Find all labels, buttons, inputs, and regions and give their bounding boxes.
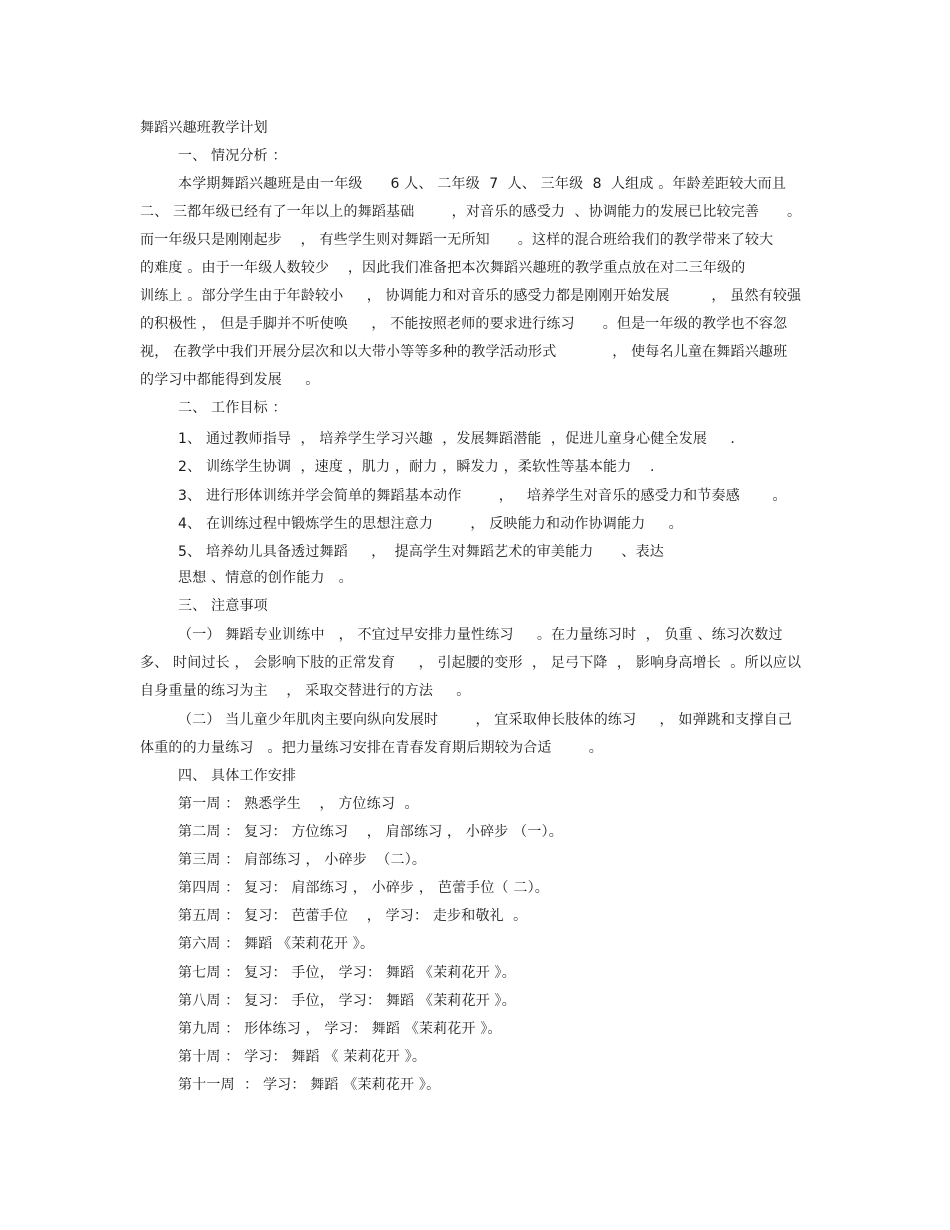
goal-item: 3、 进行形体训练并学会简单的舞蹈基本动作 ， 培养学生对音乐的感受力和节奏感 。 <box>178 488 787 504</box>
schedule-week: 第三周 ： 肩部练习 ， 小碎步 （二）。 <box>178 852 427 868</box>
paragraph-line: 本学期舞蹈兴趣班是由一年级 6 人、 二年级 7 人、 三年级 8 人组成 。年龄差距较大而且 <box>178 176 787 192</box>
paragraph-line: 的积极性 ， 但是手脚并不听使唤 ， 不能按照老师的要求进行练习 。但是一年级的教学也不容忽 <box>140 316 788 332</box>
schedule-week: 第十一周 ： 学习： 舞蹈 《茉莉花开 》。 <box>178 1077 441 1093</box>
schedule-week: 第六周 ： 舞蹈 《茉莉花开 》。 <box>178 936 375 952</box>
goal-item: 2、 训练学生协调 ，速度 ，肌力 ，耐力 ，瞬发力 ，柔软性等基本能力 . <box>178 459 655 475</box>
schedule-week: 第四周 ： 复习： 肩部练习 ， 小碎步 ， 芭蕾手位（ 二）。 <box>178 880 549 896</box>
paragraph-line: 视， 在教学中我们开展分层次和以大带小等等多种的教学活动形式 ， 使每名儿童在舞蹈兴趣班 <box>140 344 788 360</box>
schedule-week: 第九周 ： 形体练习 ， 学习： 舞蹈 《茉莉花开 》。 <box>178 1021 502 1037</box>
paragraph-line: （一） 舞蹈专业训练中 ， 不宜过早安排力量性练习 。在力量练习时 ， 负重 、练习次数过 <box>178 627 783 643</box>
goal-item: 思想 、情意的创作能力 。 <box>178 570 353 586</box>
section-heading-goals: 二、 工作目标 ： <box>178 400 287 416</box>
schedule-week: 第五周 ： 复习： 芭蕾手位 ， 学习： 走步和敬礼 。 <box>178 908 528 924</box>
paragraph-line: 训练上 。部分学生由于年龄较小 ， 协调能力和对音乐的感受力都是刚刚开始发展 ， 虽然有较强 <box>140 288 802 304</box>
schedule-week: 第七周 ： 复习： 手位， 学习： 舞蹈 《茉莉花开 》。 <box>178 965 516 981</box>
section-heading-notes: 三、 注意事项 <box>178 598 268 614</box>
schedule-week: 第一周 ： 熟悉学生 ， 方位练习 。 <box>178 796 419 812</box>
paragraph-line: 的难度 。由于一年级人数较少 ，因此我们准备把本次舞蹈兴趣班的教学重点放在对二三年级的 <box>140 260 746 276</box>
paragraph-line: 体重的的力量练习 。把力量练习安排在青春发育期后期较为合适 。 <box>140 740 603 756</box>
section-heading-schedule: 四、 具体工作安排 <box>178 768 297 784</box>
paragraph-line: 而一年级只是刚刚起步 ， 有些学生则对舞蹈一无所知 。这样的混合班给我们的教学带来了较大 <box>140 232 774 248</box>
paragraph-line: 二、 三都年级已经有了一年以上的舞蹈基础 ，对音乐的感受力 、协调能力的发展已比较完善 。 <box>140 204 802 220</box>
paragraph-line: 自身重量的练习为主 ， 采取交替进行的方法 。 <box>140 683 471 699</box>
section-heading-situation: 一、 情况分析 ： <box>178 148 287 164</box>
schedule-week: 第十周 ： 学习： 舞蹈 《 茉莉花开 》。 <box>178 1049 427 1065</box>
goal-item: 5、 培养幼儿具备透过舞蹈 ， 提高学生对舞蹈艺术的审美能力 、表达 <box>178 544 665 560</box>
goal-item: 1、 通过教师指导 ， 培养学生学习兴趣 ，发展舞蹈潜能 ，促进儿童身心健全发展 . <box>178 431 736 447</box>
goal-item: 4、 在训练过程中锻炼学生的思想注意力 ， 反映能力和动作协调能力 。 <box>178 516 683 532</box>
schedule-week: 第二周 ： 复习： 方位练习 ， 肩部练习 ， 小碎步 （一）。 <box>178 824 563 840</box>
paragraph-line: 的学习中都能得到发展 。 <box>140 372 320 388</box>
schedule-week: 第八周 ： 复习： 手位， 学习： 舞蹈 《茉莉花开 》。 <box>178 993 516 1009</box>
paragraph-line: 多、 时间过长 ， 会影响下肢的正常发育 ， 引起腰的变形 ， 足弓下降 ， 影响身高增长 。所以应以 <box>140 655 802 671</box>
document-title: 舞蹈兴趣班教学计划 <box>140 120 268 136</box>
paragraph-line: （二） 当儿童少年肌肉主要向纵向发展时 ， 宜采取伸长肢体的练习 ， 如弹跳和支撑自己 <box>178 712 793 728</box>
